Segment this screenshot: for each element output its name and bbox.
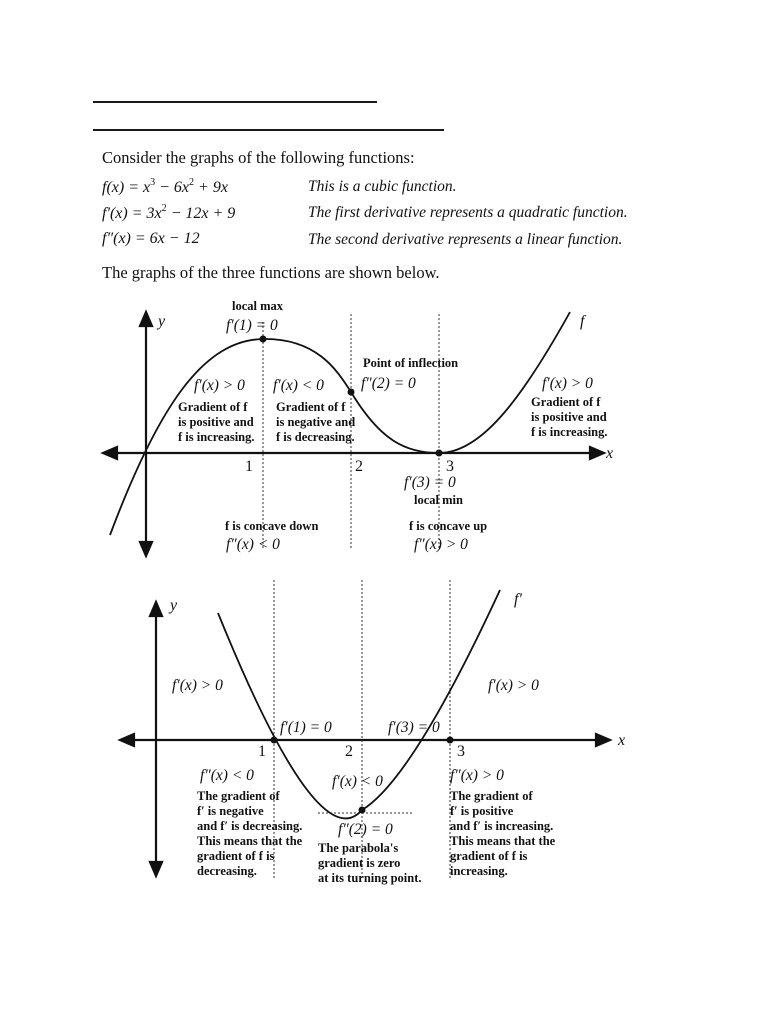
graph-f xyxy=(0,292,768,592)
left-note-line-5: gradient of f is xyxy=(197,849,275,863)
tick-2: 2 xyxy=(345,743,353,760)
x-axis-arrow-left xyxy=(103,447,117,459)
shown-below-text: The graphs of the three functions are shown below. xyxy=(102,263,440,282)
right-note-line-4: This means that the xyxy=(450,834,556,848)
tick-1: 1 xyxy=(245,458,253,475)
inflection-point xyxy=(348,389,355,396)
y-axis-arrow-down xyxy=(150,862,162,876)
right-note-line-5: gradient of f is xyxy=(450,849,528,863)
local-max-label: local max xyxy=(232,299,284,313)
fp-neg-label: f′(x) < 0 xyxy=(273,377,324,394)
fpp-neg-label: f″(x) < 0 xyxy=(200,767,254,784)
right-note-line-6: increasing. xyxy=(450,864,508,878)
function-f-desc: This is a cubic function. xyxy=(308,178,457,195)
function-f-double-prime: f″(x) = 6x − 12 xyxy=(102,230,200,247)
left-note-line-1: Gradient of f xyxy=(178,400,248,414)
intro-text: Consider the graphs of the following functions: xyxy=(102,148,415,167)
y-label: y xyxy=(170,597,178,614)
top-rule-long xyxy=(93,129,444,131)
inflection-label: Point of inflection xyxy=(363,356,459,370)
fp3-zero-label: f′(3) = 0 xyxy=(404,474,456,491)
left-note-line-6: decreasing. xyxy=(197,864,257,878)
concave-down-label: f is concave down xyxy=(225,519,319,533)
tick-1: 1 xyxy=(258,743,266,760)
fpp-pos-label: f″(x) > 0 xyxy=(414,536,468,553)
right-note-line-1: Gradient of f xyxy=(531,395,601,409)
left-note-line-3: f is increasing. xyxy=(178,430,255,444)
fp1-zero-label: f′(1) = 0 xyxy=(226,317,278,334)
function-f-prime: $f'(x) = 3x^2 - 12x + 9$ xyxy=(102,203,236,222)
tick-2: 2 xyxy=(355,458,363,475)
function-f-prime-desc: The first derivative represents a quadratic function. xyxy=(308,204,628,221)
y-axis-arrow-down xyxy=(140,542,152,556)
curve-label-f: f xyxy=(580,313,585,330)
graph-f-prime xyxy=(0,580,768,900)
fp-pos-left-label: f′(x) > 0 xyxy=(194,377,245,394)
fp1-zero-label: f′(1) = 0 xyxy=(280,719,332,736)
mid-note-line-2: gradient is zero xyxy=(318,856,401,870)
fpp-pos-label: f″(x) > 0 xyxy=(450,767,504,784)
left-note-line-2: is positive and xyxy=(178,415,254,429)
right-note-line-2: is positive and xyxy=(531,410,607,424)
fp-pos-right-label: f′(x) > 0 xyxy=(542,375,593,392)
fp3-zero-label: f′(3) = 0 xyxy=(388,719,440,736)
right-note-line-2: f′ is positive xyxy=(450,804,514,818)
local-max-point xyxy=(260,336,267,343)
fpp2-zero-label: f″(2) = 0 xyxy=(361,375,416,392)
y-axis-arrow-up xyxy=(140,312,152,326)
left-note-line-3: and f′ is decreasing. xyxy=(197,819,303,833)
x-label: x xyxy=(606,445,614,462)
fpp2-zero-label: f″(2) = 0 xyxy=(338,821,393,838)
fp-pos-left-label: f′(x) > 0 xyxy=(172,677,223,694)
top-rule-short xyxy=(93,101,377,103)
function-f-double-prime-desc: The second derivative represents a linear function. xyxy=(308,231,623,248)
x-label: x xyxy=(618,732,626,749)
x-axis-arrow-left xyxy=(120,734,134,746)
root-3-point xyxy=(447,737,454,744)
x-axis-arrow-right xyxy=(596,734,610,746)
fpp-neg-label: f″(x) < 0 xyxy=(226,536,280,553)
tick-3: 3 xyxy=(457,743,465,760)
root-1-point xyxy=(271,737,278,744)
turning-point xyxy=(359,807,366,814)
y-axis-arrow-up xyxy=(150,602,162,616)
local-min-label: local min xyxy=(414,493,463,507)
mid-note-line-2: is negative and xyxy=(276,415,356,429)
right-note-line-1: The gradient of xyxy=(450,789,533,803)
function-f: $f(x) = x^3 - 6x^2 + 9x$ xyxy=(102,177,228,196)
mid-note-line-1: Gradient of f xyxy=(276,400,346,414)
left-note-line-1: The gradient of xyxy=(197,789,280,803)
fp-pos-right-label: f′(x) > 0 xyxy=(488,677,539,694)
mid-note-line-3: f is decreasing. xyxy=(276,430,355,444)
mid-note-line-1: The parabola's xyxy=(318,841,399,855)
y-label: y xyxy=(158,313,166,330)
tick-3: 3 xyxy=(446,458,454,475)
left-note-line-4: This means that the xyxy=(197,834,303,848)
right-note-line-3: and f′ is increasing. xyxy=(450,819,554,833)
curve-label-f-prime: f′ xyxy=(514,591,522,608)
concave-up-label: f is concave up xyxy=(409,519,488,533)
left-note-line-2: f′ is negative xyxy=(197,804,264,818)
mid-note-line-3: at its turning point. xyxy=(318,871,422,885)
fp-neg-label: f′(x) < 0 xyxy=(332,773,383,790)
right-note-line-3: f is increasing. xyxy=(531,425,608,439)
local-min-point xyxy=(436,450,443,457)
x-axis-arrow-right xyxy=(590,447,604,459)
